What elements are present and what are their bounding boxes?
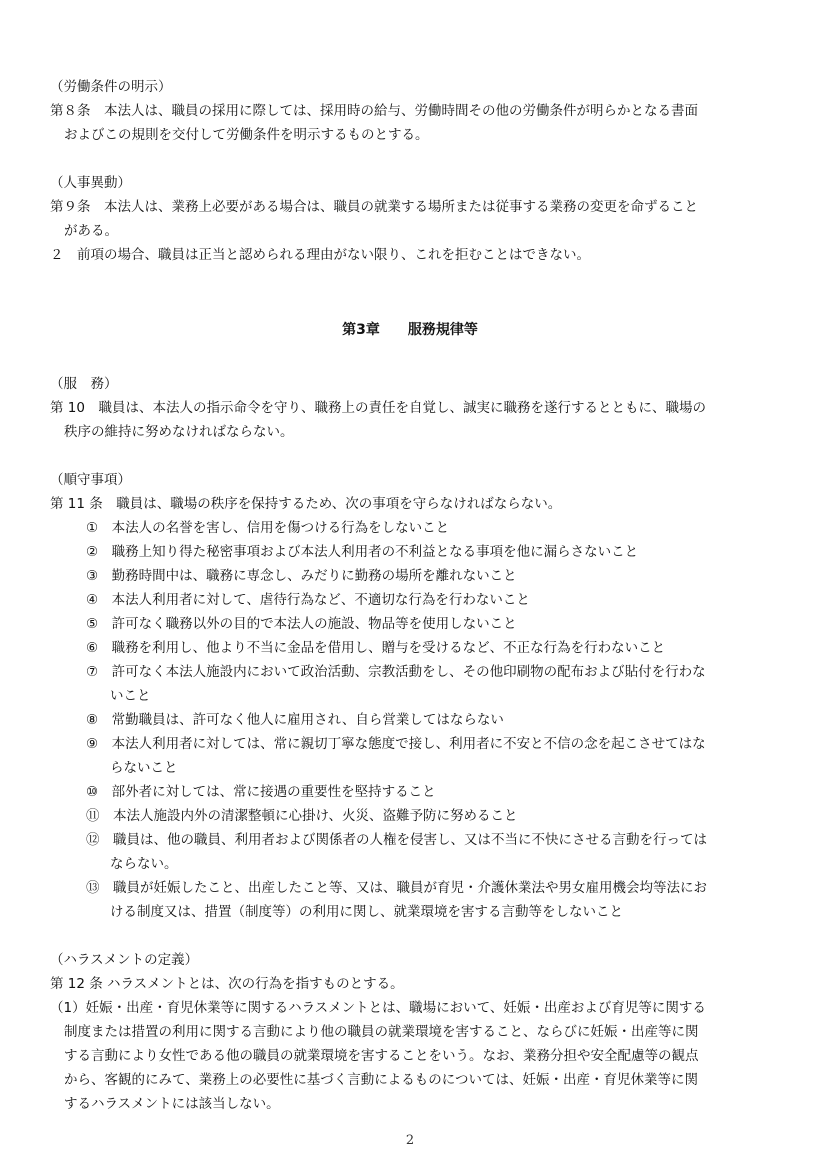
list-item: ⑬ 職員が妊娠したこと、出産したこと等、又は、職員が育児・介護休業法や男女雇用機会均等法にお — [86, 880, 707, 896]
list-item: ⑩ 部外者に対しては、常に接遇の重要性を堅持すること — [86, 784, 436, 800]
article-12-heading: （ハラスメントの定義） — [50, 952, 199, 968]
article-12-paragraph: （1）妊娠・出産・育児休業等に関するハラスメントとは、職場において、妊娠・出産および育児等に関する — [50, 1000, 706, 1016]
article-11-line: 第 11 条 職員は、職場の秩序を保持するため、次の事項を守らなければならない。 — [50, 496, 562, 512]
chapter-title: 第3章 服務規律等 — [342, 322, 478, 338]
article-12-paragraph: するハラスメントには該当しない。 — [64, 1096, 280, 1112]
article-8-line: およびこの規則を交付して労働条件を明示するものとする。 — [64, 127, 429, 143]
list-item: ① 本法人の名誉を害し、信用を傷つける行為をしないこと — [86, 520, 450, 536]
list-item-continuation: ならない。 — [110, 856, 178, 872]
list-item: ② 職務上知り得た秘密事項および本法人利用者の不利益となる事項を他に漏らさないこと — [86, 544, 639, 560]
list-item: ④ 本法人利用者に対して、虐待行為など、不適切な行為を行わないこと — [86, 592, 530, 608]
page-number: 2 — [405, 1133, 415, 1148]
list-item: ⑫ 職員は、他の職員、利用者および関係者の人権を侵害し、又は不当に不快にさせる言動を行っては — [86, 832, 707, 848]
article-8-heading: （労働条件の明示） — [50, 79, 172, 95]
article-12-paragraph: 制度または措置の利用に関する言動により他の職員の就業環境を害すること、ならびに妊娠・出産等に関 — [64, 1024, 699, 1040]
list-item: ⑥ 職務を利用し、他より不当に金品を借用し、贈与を受けるなど、不正な行為を行わないこと — [86, 640, 666, 656]
list-item-continuation: いこと — [110, 688, 151, 704]
article-9-heading: （人事異動） — [50, 175, 131, 191]
list-item: ⑤ 許可なく職務以外の目的で本法人の施設、物品等を使用しないこと — [86, 616, 517, 632]
article-11-heading: （順守事項） — [50, 472, 131, 488]
article-8-line: 第８条 本法人は、職員の採用に際しては、採用時の給与、労働時間その他の労働条件が明らかとなる書面 — [50, 103, 698, 119]
list-item: ⑪ 本法人施設内外の清潔整頓に心掛け、火災、盗難予防に努めること — [86, 808, 518, 824]
list-item-continuation: ける制度又は、措置（制度等）の利用に関し、就業環境を害する言動等をしないこと — [110, 904, 623, 920]
article-10-line: 秩序の維持に努めなければならない。 — [64, 424, 294, 440]
article-10-heading: （服 務） — [50, 376, 118, 392]
article-12-paragraph: から、客観的にみて、業務上の必要性に基づく言動によるものについては、妊娠・出産・育児休業等に関 — [64, 1072, 698, 1088]
article-10-line: 第 10 職員は、本法人の指示命令を守り、職務上の責任を自覚し、誠実に職務を遂行するとともに、職場の — [50, 400, 706, 416]
article-9-paragraph-2: ２ 前項の場合、職員は正当と認められる理由がない限り、これを拒むことはできない。 — [50, 247, 590, 263]
list-item: ⑨ 本法人利用者に対しては、常に親切丁寧な態度で接し、利用者に不安と不信の念を起こさせてはな — [86, 736, 706, 752]
list-item: ③ 勤務時間中は、職務に専念し、みだりに勤務の場所を離れないこと — [86, 568, 517, 584]
article-9-line: 第９条 本法人は、業務上必要がある場合は、職員の就業する場所または従事する業務の変更を命ずること — [50, 199, 698, 215]
article-12-paragraph: する言動により女性である他の職員の就業環境を害することをいう。なお、業務分担や安全配慮等の観点 — [64, 1048, 699, 1064]
list-item: ⑧ 常勤職員は、許可なく他人に雇用され、自ら営業してはならない — [86, 712, 504, 728]
list-item: ⑦ 許可なく本法人施設内において政治活動、宗教活動をし、その他印刷物の配布および貼付を行わな — [86, 664, 706, 680]
article-9-line: がある。 — [64, 223, 118, 239]
list-item-continuation: らないこと — [110, 760, 178, 776]
article-12-line: 第 12 条 ハラスメントとは、次の行為を指すものとする。 — [50, 976, 404, 992]
